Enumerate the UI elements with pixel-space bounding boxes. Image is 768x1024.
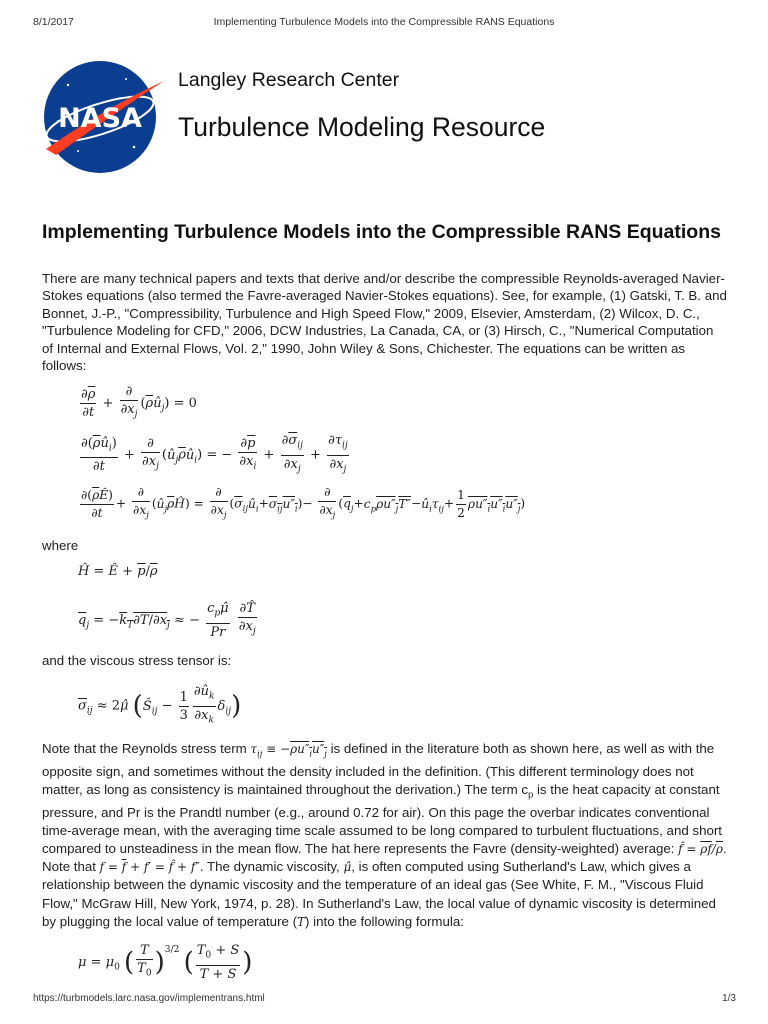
- nasa-logo: [38, 55, 168, 175]
- where-label: where: [42, 538, 79, 553]
- print-page-number: 1/3: [722, 993, 736, 1004]
- center-name: Langley Research Center: [178, 69, 400, 91]
- viscous-stress-equation: $\overline{\sigma}_{ij}$ ≈ 2μ̂ ($Ŝ_{ij}$ − $\frac{1}{3}$ $\frac{\partial û_k}{\partial x_k}$ $\delta_{ij}$): [78, 684, 242, 726]
- print-date: 8/1/2017: [33, 16, 74, 28]
- article-title: Implementing Turbulence Models into the Compressible RANS Equations: [42, 221, 721, 244]
- sutherland-law-equation: $\mu = \mu_0$ ( $\frac{T}{T_0}$ )$^{3/2}$ ( $\frac{T_0 + S}{T + S}$ ): [78, 943, 253, 982]
- reynolds-stress-paragraph: Note that the Reynolds stress term $\tau_{ij} \equiv -\rho u''_iu''_j$ is defined in the literature both as shown here, as well as with the opposite sign, and sometimes without the density included in the definition. (This different terminology does not matter, as long as consistency is maintained throughout the derivation.) The term $c_p$ is the heat capacity at constant pressure, and Pr is the Prandtl number (e.g., around 0.72 for air). On this page the overbar indicates conventional time-average mean, with the averaging time scale assumed to be long compared to turbulent fluctuations, and short compared to unsteadiness in the mean flow. The hat here represents the Favre (density-weighted) average: f̂ = $\overline{\rho f}/\overline{\rho}$. Note that $f = \overline{f} + f'$ = f̂ + f″. The dynamic viscosity, μ̂, is often computed using Sutherland's Law, which gives a relationship between the dynamic viscosity and the temperature of an ideal gas (See White, F. M., "Viscous Fluid Flow," McGraw Hill, New York, 1974, p. 28). In Sutherland's Law, the local value of dynamic viscosity is determined by plugging the local value of temperature (T) into the following formula:: [42, 741, 727, 929]
- print-url[interactable]: https://turbmodels.larc.nasa.gov/implementrans.html: [33, 993, 265, 1004]
- continuity-equation: $\frac{\partial\overline{\rho}}{\partial t}$ + $\frac{\partial}{\partial x_j}$ $(\overline{\rho}û_j) = 0$: [81, 384, 197, 420]
- heat-flux-definition: $\overline{q}_j = -k_T\partial T/\partial x_j$ ≈ − $\frac{c_p\mû}{Pr}$ $\frac{\partial T̂}{\partial x_j}$: [78, 601, 256, 640]
- print-page-title: Implementing Turbulence Models into the Compressible RANS Equations: [213, 16, 555, 28]
- viscous-stress-label: and the viscous stress tensor is:: [42, 653, 232, 668]
- momentum-equation: $\frac{\partial(\overline{\rho}û_i)}{\partial t}$ + $\frac{\partial}{\partial x_j}$ $(û_j\overline{\rho}û_i)$ = − $\frac{\partial\overline{p}}{\partial x_i}$ + $\frac{\partial\overline{\sigma}_{ij}}{\partial x_j}$ + $\frac{\partial\tau_{ij}}{\partial x_j}$: [81, 433, 348, 475]
- nasa-logo-text: NASA: [58, 103, 142, 134]
- energy-equation: $\frac{\partial(\overline{\rho}Ê)}{\partial t}$ + $\frac{\partial}{\partial x_j}$ $(û_j\overline{\rho}Ĥ)$ = $\frac{\partial}{\partial x_j}$ $(\overline{\sigma}_{ij}û_i+\sigma_{ij}u''_i)-$ $\frac{\partial}{\partial x_j}$ ($\overline{q}_j+c_p\rho u''_jT''-û_i\tau_{ij}+$ $\frac{1}{2}$ $\rho u''_iu''_iu''_j$): [81, 485, 526, 521]
- enthalpy-definition: Ĥ = Ê + $\overline{p}/\overline{\rho}$: [78, 564, 158, 579]
- intro-paragraph: There are many technical papers and texts that derive and/or describe the compressible Reynolds-averaged Navier-Stokes equations (also termed the Favre-averaged Navier-Stokes equations). See, for example, (1) Gatski, T. B. and Bonnet, J.-P., "Compressibility, Turbulence and High Speed Flow," 2009, Elsevier, Amsterdam, (2) Wilcox, D. C., "Turbulence Modeling for CFD," 2006, DCW Industries, La Canada, CA, or (3) Hirsch, C., "Numerical Computation of Internal and External Flows, Vol. 2," 1990, John Wiley & Sons, Chichester. The equations can be written as follows:: [42, 271, 727, 374]
- site-name: Turbulence Modeling Resource: [178, 112, 546, 142]
